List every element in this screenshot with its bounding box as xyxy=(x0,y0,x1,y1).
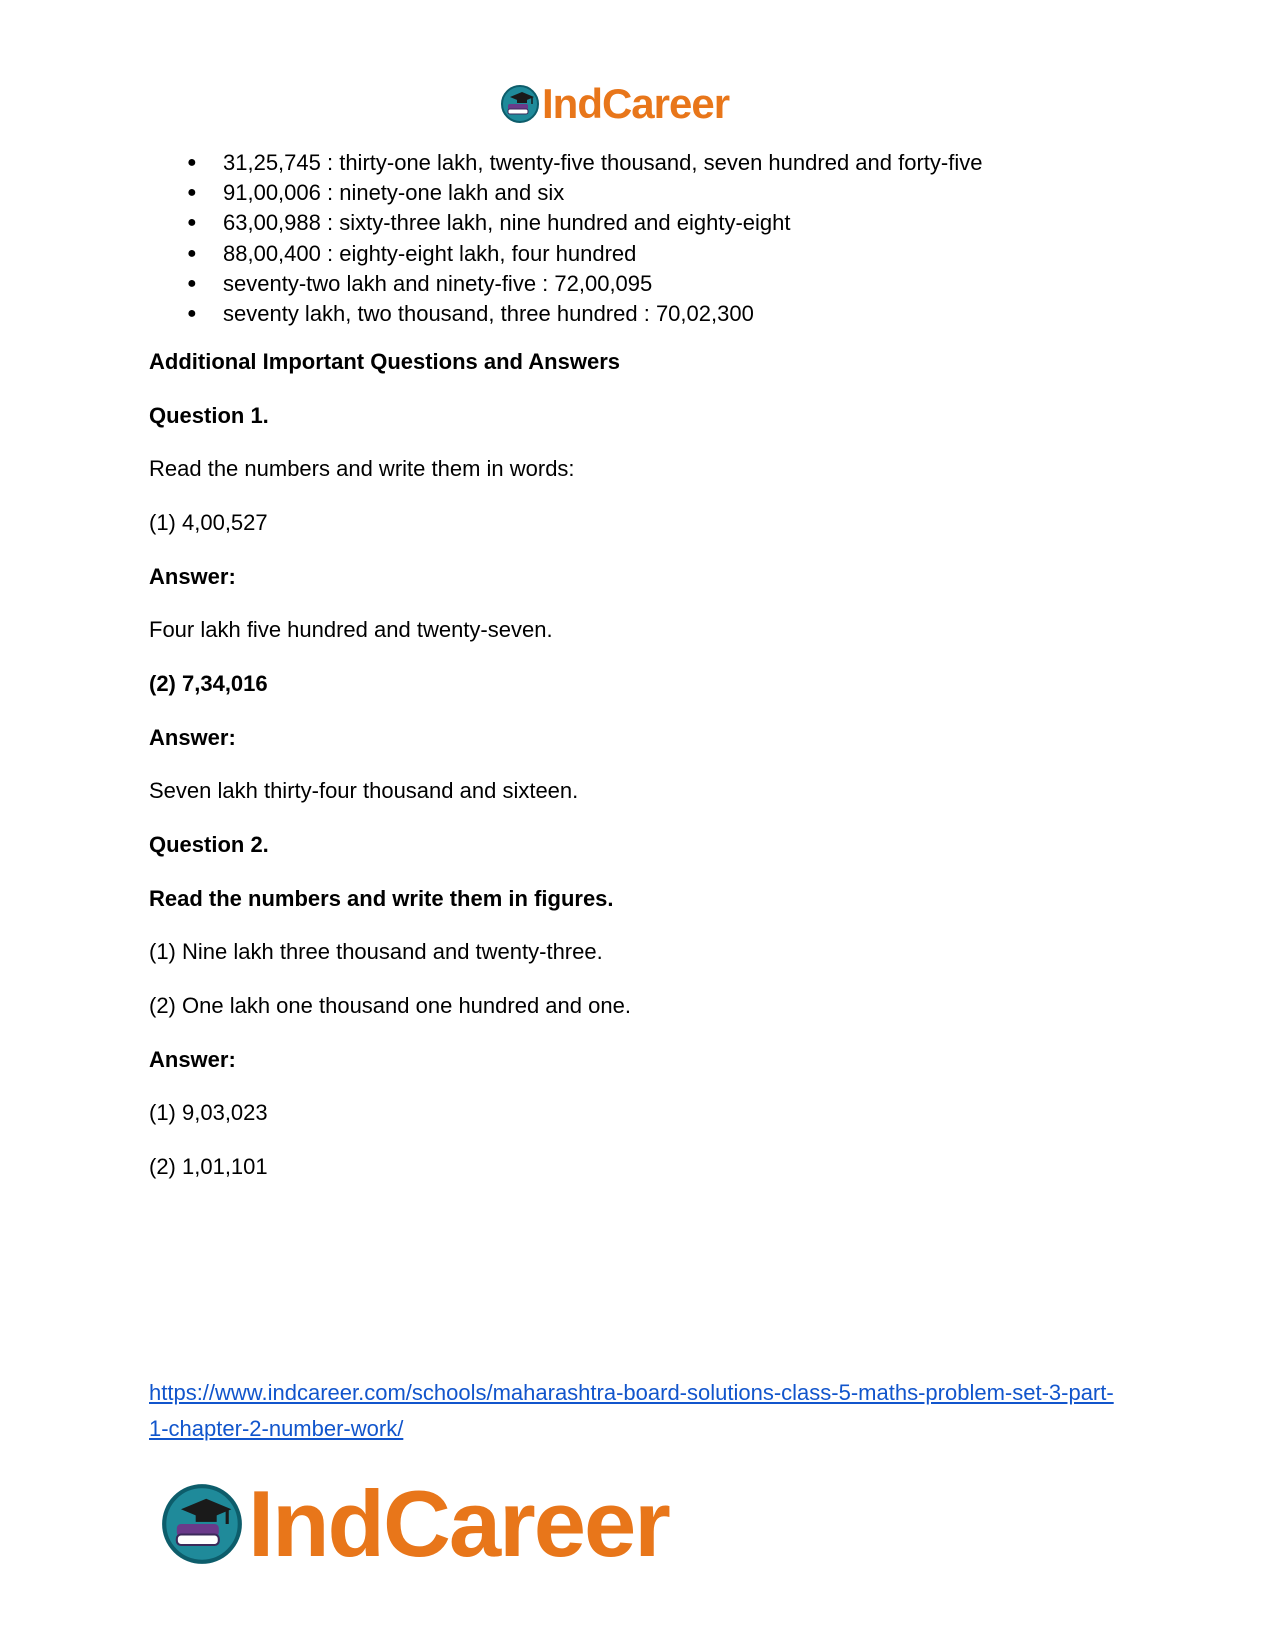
logo-wordmark: IndCareer xyxy=(542,80,730,127)
question-1-prompt: Read the numbers and write them in words: xyxy=(149,456,575,481)
list-item: ● seventy lakh, two thousand, three hundred : 70,02,300 xyxy=(149,299,982,329)
list-item: ● 31,25,745 : thirty-one lakh, twenty-five thousand, seven hundred and forty-five xyxy=(149,148,982,178)
question-1-title: Question 1. xyxy=(149,403,269,428)
question-2-part-1: (1) Nine lakh three thousand and twenty-three. xyxy=(149,939,603,964)
answer-label: Answer: xyxy=(149,725,236,750)
question-2-prompt: Read the numbers and write them in figures. xyxy=(149,886,614,911)
answer-label: Answer: xyxy=(149,564,236,589)
source-link[interactable]: https://www.indcareer.com/schools/maharashtra-board-solutions-class-5-maths-problem-set-3-part-1-chapter-2-number-work/ xyxy=(149,1380,1114,1441)
question-2-answer-1: (1) 9,03,023 xyxy=(149,1100,268,1125)
question-1-part-2: (2) 7,34,016 xyxy=(149,671,268,696)
graduation-book-icon xyxy=(160,1482,244,1566)
list-item: ● 63,00,988 : sixty-three lakh, nine hundred and eighty-eight xyxy=(149,208,982,238)
question-1-answer-1: Four lakh five hundred and twenty-seven. xyxy=(149,617,553,642)
graduation-book-icon xyxy=(500,84,540,124)
question-2-answer-2: (2) 1,01,101 xyxy=(149,1154,268,1179)
footer-logo xyxy=(160,1470,669,1578)
answer-label: Answer: xyxy=(149,1047,236,1072)
list-item: ● 91,00,006 : ninety-one lakh and six xyxy=(149,178,982,208)
list-item: ● 88,00,400 : eighty-eight lakh, four hundred xyxy=(149,239,982,269)
list-item: ● seventy-two lakh and ninety-five : 72,00,095 xyxy=(149,269,982,299)
question-1-answer-2: Seven lakh thirty-four thousand and sixteen. xyxy=(149,778,579,803)
question-1-part-1: (1) 4,00,527 xyxy=(149,510,268,535)
answer-bullet-list xyxy=(149,148,982,329)
question-2-title: Question 2. xyxy=(149,832,269,857)
header-logo xyxy=(500,80,729,128)
logo-wordmark: IndCareer xyxy=(248,1471,669,1576)
section-heading: Additional Important Questions and Answers xyxy=(149,349,621,374)
question-2-part-2: (2) One lakh one thousand one hundred and one. xyxy=(149,993,631,1018)
